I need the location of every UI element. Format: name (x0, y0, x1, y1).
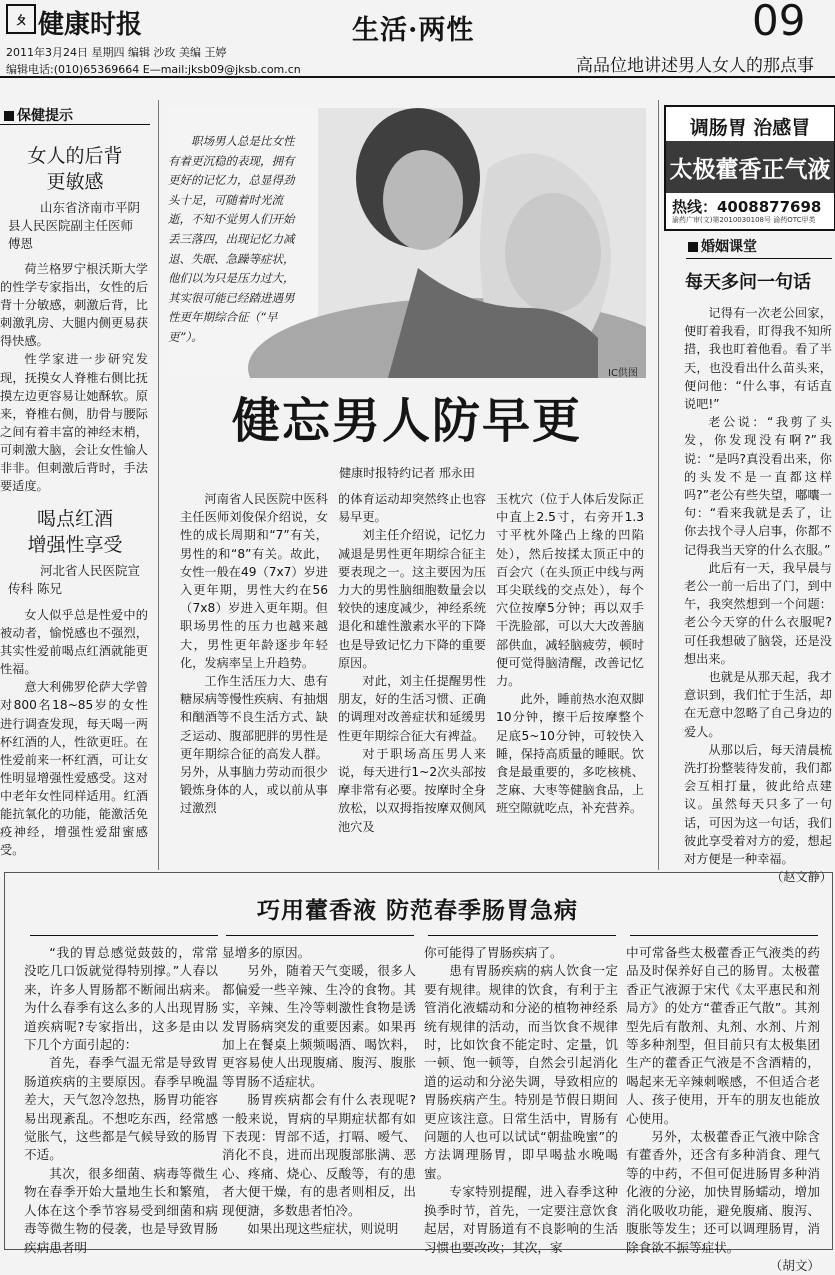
article-headline (0, 506, 150, 558)
contact-line: 编辑电话:(010)65369664 E—mail:jksb09@jksb.com.cn (6, 63, 301, 76)
paragraph: 显增多的原因。 (222, 945, 311, 960)
feature-photo (168, 108, 646, 378)
newspaper-logo (6, 4, 142, 41)
square-bullet-icon (688, 242, 698, 252)
paragraph: “我的胃总感觉鼓鼓的，常常没吃几口饭就觉得特别撑。”人春以来，许多人胃肠都不断闹出病来。为什么春季有这么多的人出现胃肠道疾病呢?专家指出，这多是由以下几个方面引起的： (24, 945, 218, 1053)
left-column (0, 100, 158, 870)
bottom-article-column (24, 944, 218, 1257)
bottom-headline: 巧用藿香液 防范春季肠胃急病 (256, 897, 578, 924)
square-bullet-icon (4, 111, 14, 121)
paragraph: 首先，春季气温无常是导致胃肠道疾病的主要原因。春季早晚温差大，天气忽冷忽热，肠胃功能容易出现紊乱。不想吃东西，经常感觉胀气，这些都是气候导致的肠胃不适。 (24, 1055, 218, 1163)
headline-line: 喝点红酒 (36, 508, 113, 530)
main-byline: 健康时报特约记者 邢永田 (339, 466, 475, 480)
paragraph: 另外，随着天气变暖，很多人都偏爱一些辛辣、生冷的食物。其实，辛辣、生冷等刺激性食物是诱发胃肠病突发的重要因素。如果再加上在餐桌上频频喝酒、喝饮料，更容易使人出现腹痛、腹泻、腹胀等胃肠不适症状。 (222, 963, 416, 1089)
section-rule (0, 124, 150, 125)
paragraph: 的体育运动却突然终止也容易早更。 (338, 492, 486, 525)
ad-product-name: 太极藿香正气液 (669, 157, 831, 183)
photo-caption: 职场男人总是比女性有着更沉稳的表现，拥有更好的记忆力，总显得劲头十足，可随着时光流逝，不知不觉男人们开始丢三落四，出现记忆力减退、失眠、急躁等症状，他们以为只是压力过大，其实很可能已经踏进遇男性更年期综合征（“早更”）。 (168, 134, 295, 344)
article-signature: （赵文静） (771, 870, 832, 885)
masthead-rule (0, 76, 835, 78)
paragraph: 性学家进一步研究发现，抚摸女人脊椎右侧比抚摸左边更容易让她酥软。原来，脊椎右侧，肋骨与腰际之间有着丰富的神经末梢，可刺激大脑，会让女性愉人非非。但刺激后背时，手法要适度。 (0, 352, 148, 494)
paragraph: 河南省人民医院中医科主任医师刘俊保介绍说，女性的成长周期和“7”有关，男性的和“8”有关。故此，女性一般在49（7x7）岁进入更年期，男性大约在56（7x8）岁进入更年期。但职场男性的压力也越来越大，男性更年龄逐步年轻化，发病率呈上升趋势。 (180, 492, 328, 670)
main-article-column (496, 490, 644, 818)
paragraph (684, 741, 832, 885)
masthead (0, 0, 835, 78)
page-tagline: 高品位地讲述男人女人的那点事 (576, 56, 814, 76)
page-number: 09 (752, 0, 806, 45)
headline-line: 增强性享受 (27, 534, 123, 556)
section-rule (686, 258, 832, 259)
paragraph: 玉枕穴（位于人体后发际正中直上2.5寸，右旁开1.3寸平枕外隆凸上缘的凹陷处），然后按揉太顶正中的百会穴（在头顶正中线与两耳尖联线的交点处），每个穴位按摩5分钟；再以双手干洗脸部，可以大大改善脑部供血，减轻脑疲劳，顿时便可觉得脑清醒，改善记忆力。 (496, 492, 644, 689)
paragraph: 如果出现这些症状，则说明 (247, 1221, 399, 1237)
paragraph-text: 从那以后，每天清晨梳洗打扮整装待发前，我们都会互相打量，彼此给点建议。虽然每天只多了一句话，可因为这一句话，我们彼此享受着对方的爱，想起对方便是一种幸福。 (684, 742, 832, 867)
advertisement (664, 105, 835, 231)
section-title: 生活·两性 (352, 15, 475, 46)
edition-line: 2011年3月24日 星期四 编辑 沙玫 美编 王婷 (6, 46, 227, 59)
ad-hotline: 热线：4008877698 (672, 198, 822, 216)
paragraph: 工作生活压力大、患有糖尿病等慢性疾病、有抽烟和酗酒等不良生活方式、缺乏运动、腹部肥胖的男性是更年期综合征的高发人群。另外，从事脑力劳动而很少锻炼身体的人，或以前从事过激烈 (180, 674, 328, 816)
main-article-column (338, 490, 486, 836)
column-rule (428, 935, 616, 936)
section-label-marriage (688, 236, 757, 256)
ad-slogan: 调肠胃 治感冒 (689, 117, 811, 139)
article-byline: 山东省济南市平阴县人民医院副主任医师 傅恩 (8, 200, 141, 251)
paragraph: 其次，很多细菌、病毒等微生物在春季开始大量地生长和繁殖，人体在这个季节容易受到细菌和病毒等微生物的侵袭，也是导致胃肠疾病患者明 (24, 1165, 218, 1255)
paragraph: 另外，太极藿香正气液中除含有藿香外，还含有多种消食、理气等的中药，不但可促进肠胃多种消化液的分泌，加快胃肠蠕动，增加消化吸收功能，避免腹痛、腹泻、腹胀等发生；还可以调理肠胃，消除食欲不振等症状。 (626, 1129, 820, 1255)
article-body (684, 304, 832, 887)
bottom-article-column (626, 944, 820, 1275)
column-divider (658, 100, 659, 870)
paragraph: 专家特别提醒，进入春季这种换季时节，首先，一定要注意饮食起居，对胃肠道有不良影响的生活习惯也要改改；其次，家 (424, 1184, 618, 1255)
paragraph: 记得有一次老公回家，便盯着我看，盯得我不知所措，我也盯着他看。看了半天，也没看出什么苗头来，便问他：“什么事，有话直说吧!” (684, 306, 832, 412)
bottom-article-column (424, 944, 618, 1257)
paragraph: 此后有一天，我早晨与老公一前一后出了门，到中午，我突然想到一个问题：老公今天穿的什么衣服呢?可任我想破了脑袋，还是没想出来。 (684, 560, 832, 666)
column-divider (158, 100, 159, 870)
logo-text: 健康时报 (38, 10, 143, 40)
paragraph: 刘主任介绍说，记忆力减退是男性更年期综合征主要表现之一。这主要因为压力大的男性脑细胞数量会以较快的速度减少，神经系统退化和雄性激素水平的下降也是导致记忆力下降的重要原因。 (338, 528, 486, 670)
paragraph: 患有胃肠疾病的病人饮食一定要有规律。规律的饮食，有利于主管消化液蠕动和分泌的植物神经系统有规律的活动，而当饮食不规律时，比如饮食不能定时、定量，饥一顿、饱一顿等，自然会引起消化道的运动和分泌失调，导致相应的胃肠疾病产生。特别是节假日期间更应该注意。日常生活中，胃肠有问题的人也可以试试“朝盐晚蜜”的方法调理肠胃，即早喝盐水晚喝蜜。 (424, 963, 618, 1181)
column-rule (630, 935, 818, 936)
article-body (0, 260, 148, 495)
paragraph: 老公说：“我剪了头发，你发现没有啊?”我说：“是吗?真没看出来，你的头发不是一直都这样吗?”老公有些失望，嘟囔一句：“看来我就是丢了，让你去找个寻人启事，你都不记得我当天穿的什么衣服。” (684, 415, 832, 557)
headline-line: 女人的后背 (27, 145, 123, 167)
article-byline: 河北省人民医院宣传科 陈兄 (8, 563, 141, 596)
column-rule (30, 935, 218, 936)
paragraph: 中可常备些太极藿香正气液类的药品及时保养好自己的肠胃。太极藿香正气液源于宋代《太平惠民和剂局方》的处方“藿香正气散”。其剂型先后有散剂、丸剂、水剂、片剂等多种剂型，但目前只有太极集团生产的藿香正气液是不含酒精的，喝起来无辛辣刺喉感，不但适合老人、孩子使用，开车的朋友也能放心使用。 (626, 945, 820, 1126)
paragraph: 对此，刘主任提醒男性朋友，好的生活习惯、正确的调理对改善症状和延缓男性更年期综合征大有裨益。 (338, 674, 486, 743)
article-signature: （胡文） (769, 1257, 820, 1273)
paragraph: 荷兰格罗宁根沃斯大学的性学专家指出，女性的后背十分敏感，刺激后背，比刺激乳房、大腿内侧更易获得快感。 (0, 262, 148, 349)
main-article-column (180, 490, 328, 818)
section-label-text: 保健提示 (17, 108, 73, 124)
paragraph: 此外，睡前热水泡双脚10分钟，擦干后按摩整个足底5~10分钟，可较快入睡，保持高质量的睡眠。饮食是最重要的，多吃核桃、芝麻、大枣等健脑食品，上班空隙就吃点，补充营养。 (496, 692, 644, 816)
headline-line: 更敏感 (46, 171, 104, 193)
ad-fine-print: 渝药广审(文)第2010030108号 渝药OTC甲类 (672, 216, 816, 224)
main-headline: 健忘男人防早更 (231, 393, 582, 449)
photo-credit: IC供图 (608, 368, 638, 378)
logo-mark: ㄆ (6, 4, 36, 34)
paragraph: 对于职场高压男人来说，每天进行1~2次头部按摩非常有必要。按摩时全身放松，以双拇指按摩双侧风池穴及 (338, 746, 486, 834)
section-label-text: 婚姻课堂 (701, 239, 757, 255)
paragraph: 你可能得了胃肠疾病了。 (424, 945, 563, 960)
article-headline: 每天多问一句话 (685, 272, 811, 293)
article-body (0, 606, 148, 859)
column-rule (226, 935, 414, 936)
section-label-health-tips (4, 105, 73, 125)
paragraph: 意大利佛罗伦萨大学曾对800名18~85岁的女性进行调查发现，每天喝一两杯红酒的人，性欲更旺。在性爱前来一杯红酒，可让女性明显增强性爱感受。这对中老年女性同样适用。红酒能抗氧化的功能，能激活免疫神经，增强性爱甜蜜感受。 (0, 680, 148, 858)
paragraph: 也就是从那天起，我才意识到，我们忙于生活，却在无意中忽略了自己身边的爱人。 (684, 670, 832, 739)
paragraph: 肠胃疾病都会有什么表现呢?一般来说，胃病的早期症状都有如下表现：胃部不适，打嗝、嗳气、消化不良，进而出现腹部胀满、恶心、疼痛、烧心、反酸等，有的患者大便干燥，有的患者则相反，出现便溏，多数患者怕冷。 (222, 1092, 416, 1218)
paragraph: 女人似乎总是性爱中的被动者，愉悦感也不强烈，其实性爱前喝点红酒就能更性福。 (0, 608, 148, 677)
article-headline (0, 143, 150, 195)
bottom-article-column (222, 944, 416, 1239)
